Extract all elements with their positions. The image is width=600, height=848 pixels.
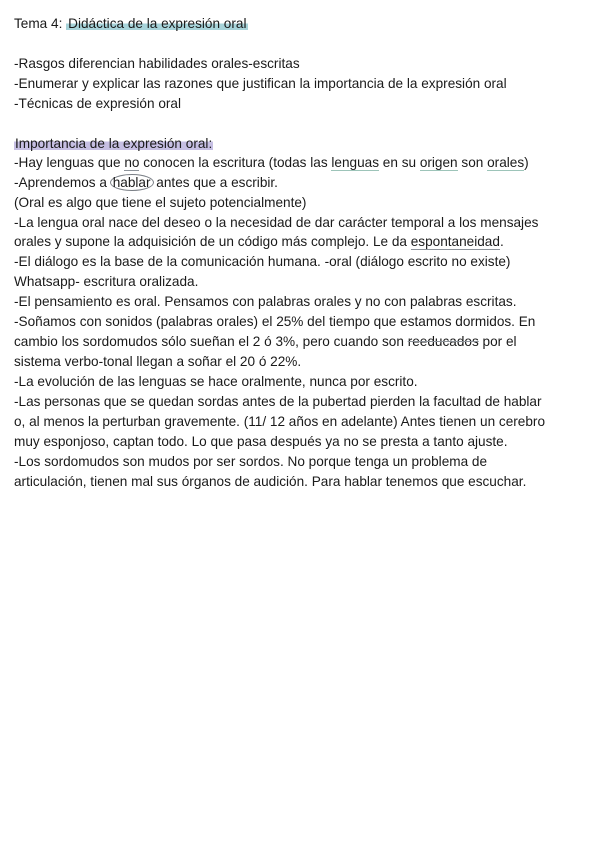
- underlined-word: origen: [419, 155, 458, 170]
- text-run: ): [524, 155, 529, 170]
- section-heading: [14, 135, 213, 153]
- body-line: Whatsapp- escritura oralizada.: [14, 274, 199, 289]
- section-heading-text: Importancia de la expresión oral:: [15, 136, 213, 151]
- text-run: orales y supone la adquisición de un código más complejo. Le da: [14, 234, 411, 249]
- body-line: sistema verbo-tonal llegan a soñar el 20 ó 22%.: [14, 354, 302, 369]
- text-run: -Aprendemos a: [14, 175, 111, 190]
- circled-word: hablar: [110, 174, 154, 191]
- struck-word: reeducados: [407, 334, 479, 349]
- body-line: [14, 233, 504, 251]
- body-line: (Oral es algo que tiene el sujeto potencialmente): [14, 195, 307, 210]
- underlined-word: lenguas: [331, 155, 380, 170]
- text-run: conocen la escritura (todas las: [139, 155, 332, 170]
- body-line: -Los sordomudos son mudos por ser sordos. No porque tenga un problema de: [14, 454, 488, 469]
- text-run: por el: [478, 334, 517, 349]
- underlined-word: no: [124, 155, 140, 170]
- title-heading: Didáctica de la expresión oral: [68, 16, 247, 31]
- body-line: -El pensamiento es oral. Pensamos con palabras orales y no con palabras escritas.: [14, 294, 517, 309]
- objective-item: -Rasgos diferencian habilidades orales-escritas: [14, 56, 300, 71]
- body-line: muy esponjoso, captan todo. Lo que pasa después ya no se presta a tanto ajuste.: [14, 434, 508, 449]
- objective-item: -Enumerar y explicar las razones que justifican la importancia de la expresión oral: [14, 76, 507, 91]
- body-line: -La evolución de las lenguas se hace oralmente, nunca por escrito.: [14, 374, 418, 389]
- body-line: -El diálogo es la base de la comunicación humana. -oral (diálogo escrito no existe): [14, 254, 511, 269]
- text-run: -Hay lenguas que: [14, 155, 121, 170]
- body-line: [14, 174, 278, 192]
- title-prefix: Tema 4:: [14, 16, 63, 31]
- body-line: o, al menos la perturban gravemente. (11/ 12 años en adelante) Antes tienen un cerebro: [14, 414, 546, 429]
- objective-item: -Técnicas de expresión oral: [14, 96, 181, 111]
- body-line: -Las personas que se quedan sordas antes de la pubertad pierden la facultad de hablar: [14, 394, 542, 409]
- underlined-word: espontaneidad: [410, 234, 500, 249]
- text-run: son: [457, 155, 488, 170]
- underlined-word: orales: [487, 155, 525, 170]
- body-line: [14, 333, 517, 351]
- text-run: .: [499, 234, 504, 249]
- text-run: cambio los sordomudos sólo sueñan el 2 ó 3%, pero cuando son: [14, 334, 408, 349]
- body-line: -La lengua oral nace del deseo o la necesidad de dar carácter temporal a los mensajes: [14, 215, 539, 230]
- document-title: [14, 15, 248, 33]
- text-run: en su: [379, 155, 420, 170]
- body-line: articulación, tienen mal sus órganos de audición. Para hablar tenemos que escuchar.: [14, 474, 527, 489]
- text-run: antes que a escribir.: [152, 175, 278, 190]
- body-line: [14, 154, 529, 172]
- body-line: -Soñamos con sonidos (palabras orales) el 25% del tiempo que estamos dormidos. En: [14, 314, 536, 329]
